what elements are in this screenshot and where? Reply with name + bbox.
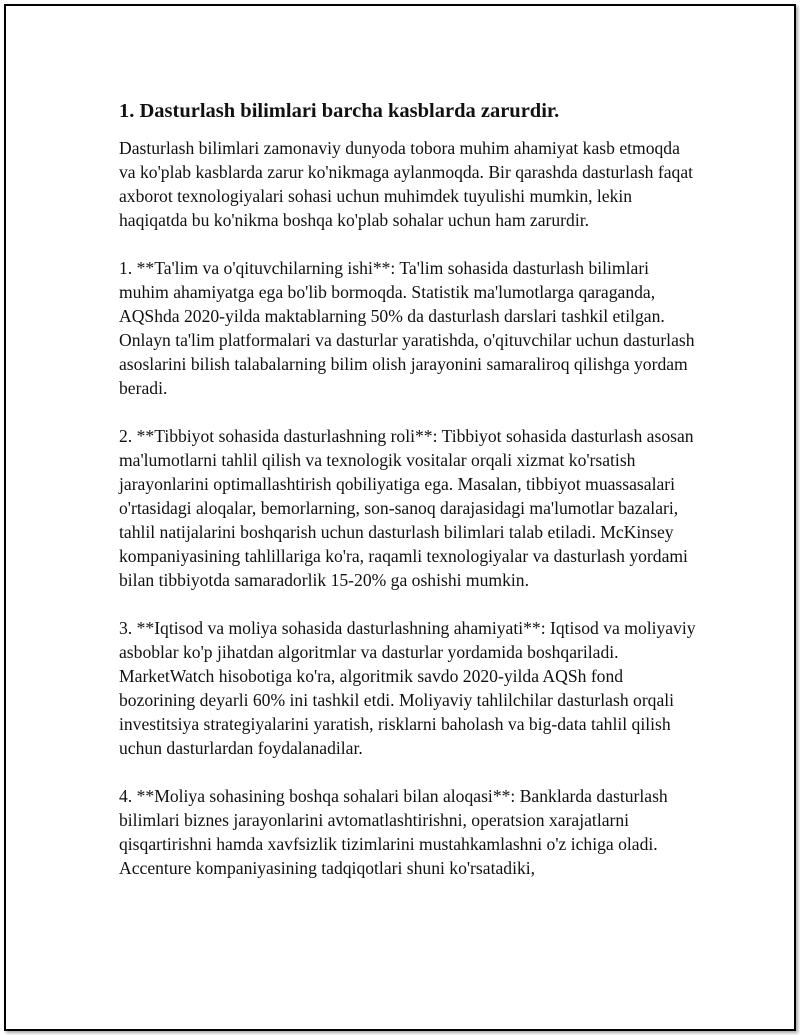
intro-paragraph: Dasturlash bilimlari zamonaviy dunyoda tobora muhim ahamiyat kasb etmoqda va ko'plab kasblarda zarur ko'nikmaga aylanmoqda. Bir qarashda dasturlash faqat axborot texnologiyalari sohasi uchun muhimdek tuyulishi mumkin, lekin haqiqatda bu ko'nikma boshqa ko'plab sohalar uchun ham zarurdir.	[119, 138, 694, 230]
paragraph-medicine: 2. **Tibbiyot sohasida dasturlashning roli**: Tibbiyot sohasida dasturlash asosan ma'lumotlarni tahlil qilish va texnologik vositalar orqali xizmat ko'rsatish jarayonlarini optimallashtirish qobiliyatiga ega. Masalan, tibbiyot muassasalari o'rtasidagi aloqalar, bemorlarning, son-sanoq darajasidagi ma'lumotlar bazalari, tahlil natijalarini boshqarish uchun dasturlash bilimlari talab etiladi. McKinsey kompaniyasining tahlillariga ko'ra, raqamli texnologiyalar va dasturlash yordami bilan tibbiyotda samaradorlik 15-20% ga oshishi mumkin.	[119, 426, 694, 590]
paragraph-education: 1. **Ta'lim va o'qituvchilarning ishi**: Ta'lim sohasida dasturlash bilimlari muhim ahamiyatga ega bo'lib bormoqda. Statistik ma'lumotlarga qaraganda, AQShda 2020-yilda maktablarning 50% da dasturlash darslari tashkil etilgan. Onlayn ta'lim platformalari va dasturlar yaratishda, o'qituvchilar uchun dasturlash asoslarini bilish talabalarning bilim olish jarayonini samaraliroq qilishga yordam beradi.	[119, 258, 695, 398]
page-frame	[4, 4, 796, 1031]
paragraph-economy-finance: 3. **Iqtisod va moliya sohasida dasturlashning ahamiyati**: Iqtisod va moliyaviy asboblar ko'p jihatdan algoritmlar va dasturlar yordamida boshqariladi. MarketWatch hisobotiga ko'ra, algoritmik savdo 2020-yilda AQSh fond bozorining deyarli 60% ini tashkil etdi. Moliyaviy tahlilchilar dasturlash orqali investitsiya strategiyalarini yaratish, risklarni baholash va big-data tahlil qilish uchun dasturlardan foydalanadilar.	[119, 618, 696, 758]
paragraph-banking: 4. **Moliya sohasining boshqa sohalari bilan aloqasi**: Banklarda dasturlash bilimlari biznes jarayonlarini avtomatlashtirishni, operatsion xarajatlarni qisqartirishni hamda xavfsizlik tizimlarini mustahkamlashni o'z ichiga oladi. Accenture kompaniyasining tadqiqotlari shuni ko'rsatadiki,	[119, 786, 668, 878]
document-body	[119, 98, 699, 904]
document-heading: 1. Dasturlash bilimlari barcha kasblarda zarurdir.	[119, 100, 560, 122]
